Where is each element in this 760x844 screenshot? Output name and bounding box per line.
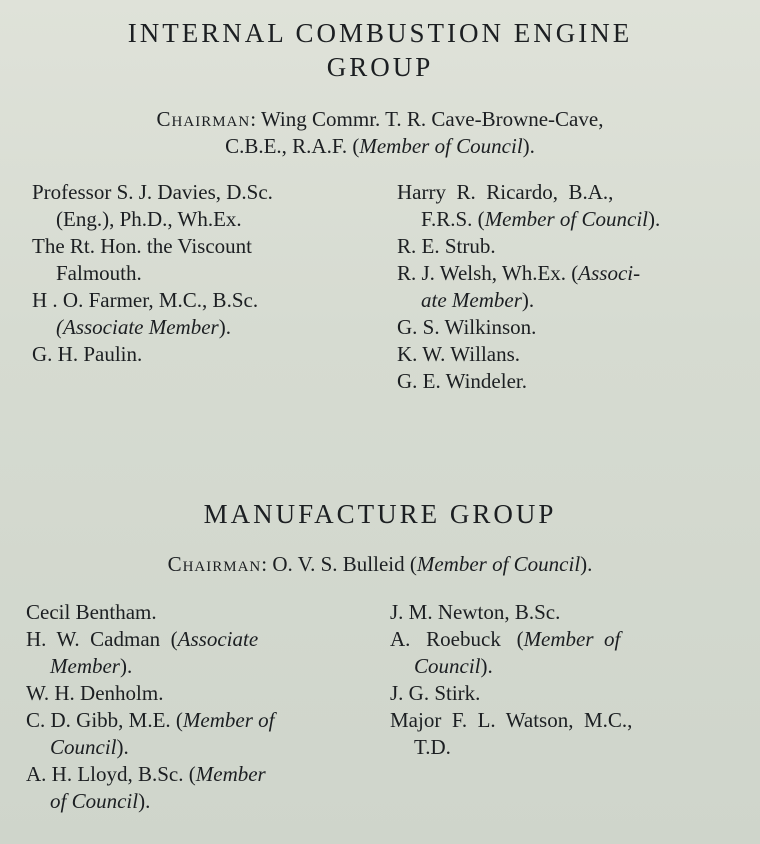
member-text: ). <box>648 207 661 231</box>
member-text: (Eng.), Ph.D., Wh.Ex. <box>56 207 242 231</box>
member-text: Harry R. Ricardo, B.A., <box>397 180 614 204</box>
member-text: G. S. Wilkinson. <box>397 315 537 339</box>
chairman-name: Wing Commr. T. R. Cave-Browne-Cave, <box>260 107 604 131</box>
member-role: Member <box>50 654 120 678</box>
member-text: ). <box>138 789 151 813</box>
member-text: Cecil Bentham. <box>26 600 157 624</box>
member-text: Falmouth. <box>56 261 142 285</box>
member-entry <box>390 599 720 626</box>
member-entry <box>390 680 720 707</box>
member-text: Major F. L. Watson, M.C., <box>390 708 633 732</box>
member-list-left-ice <box>32 179 358 368</box>
member-role: Council <box>414 654 481 678</box>
group-title-manufacture <box>0 497 760 531</box>
member-list-right-ice <box>397 179 727 395</box>
member-entry <box>32 341 358 368</box>
member-role: Member of Council <box>484 207 648 231</box>
member-entry <box>397 368 727 395</box>
member-text: H. W. Cadman ( <box>26 627 178 651</box>
chairman-label: Chairman <box>167 552 262 576</box>
member-role: Council <box>50 735 117 759</box>
member-entry <box>32 287 358 341</box>
member-entry <box>32 233 358 287</box>
member-text: J. G. Stirk. <box>390 681 481 705</box>
member-entry <box>397 341 727 368</box>
member-entry <box>26 680 352 707</box>
member-text: J. M. Newton, B.Sc. <box>390 600 561 624</box>
member-entry <box>26 707 352 761</box>
group-title-line: INTERNAL COMBUSTION ENGINE <box>127 18 633 48</box>
member-text: H . O. Farmer, M.C., B.Sc. <box>32 288 259 312</box>
chairman-role: Member of Council <box>416 552 581 576</box>
member-role: Member <box>195 762 266 786</box>
member-text: R. J. Welsh, Wh.Ex. ( <box>397 261 579 285</box>
member-text: ). <box>116 735 129 759</box>
member-entry <box>397 260 727 314</box>
chairman-name: O. V. S. Bulleid ( <box>272 552 417 576</box>
member-text: G. E. Windeler. <box>397 369 527 393</box>
member-text: R. E. Strub. <box>397 234 496 258</box>
member-entry <box>397 314 727 341</box>
member-text: F.R.S. ( <box>421 207 485 231</box>
chairman-manufacture: Chairman: O. V. S. Bulleid (Member of Council). <box>167 552 593 576</box>
member-text: A. H. Lloyd, B.Sc. ( <box>26 762 196 786</box>
member-text: K. W. Willans. <box>397 342 521 366</box>
chairman-ice: Chairman: Wing Commr. T. R. Cave-Browne-Cave, C.B.E., R.A.F. (Member of Council). <box>156 107 604 158</box>
member-text: W. H. Denholm. <box>26 681 164 705</box>
chairman-role: Member of Council <box>359 134 523 158</box>
member-text: ). <box>218 315 231 339</box>
member-role: Member of <box>182 708 275 732</box>
member-text: Professor S. J. Davies, D.Sc. <box>32 180 273 204</box>
member-entry <box>26 626 352 680</box>
member-role: Member of <box>523 627 621 651</box>
member-role: of Council <box>50 789 139 813</box>
group-title-ice <box>0 16 760 84</box>
chairman-text: ). <box>522 134 535 158</box>
member-text: C. D. Gibb, M.E. ( <box>26 708 183 732</box>
member-list-right-manufacture <box>390 599 720 761</box>
chairman-label: Chairman <box>156 107 251 131</box>
member-role: ate Member <box>421 288 522 312</box>
member-text: T.D. <box>414 735 451 759</box>
member-role: Associate <box>177 627 259 651</box>
member-entry <box>397 179 727 233</box>
member-role: (Associate Member <box>56 315 219 339</box>
member-text: ). <box>480 654 493 678</box>
member-entry <box>390 707 720 761</box>
member-role: Associ- <box>578 261 641 285</box>
member-text: ). <box>521 288 535 312</box>
member-entry <box>397 233 727 260</box>
member-text: G. H. Paulin. <box>32 342 143 366</box>
group-title-line: MANUFACTURE GROUP <box>203 499 557 529</box>
chairman-text: C.B.E., R.A.F. ( <box>225 134 360 158</box>
member-text: The Rt. Hon. the Viscount <box>32 234 252 258</box>
member-list-left-manufacture <box>26 599 352 815</box>
group-title-line: GROUP <box>326 52 434 82</box>
member-text: A. Roebuck ( <box>390 627 524 651</box>
member-entry <box>26 599 352 626</box>
chairman-text: ). <box>580 552 593 576</box>
member-text: ). <box>119 654 133 678</box>
member-entry <box>390 626 720 680</box>
member-entry <box>26 761 352 815</box>
member-entry <box>32 179 358 233</box>
